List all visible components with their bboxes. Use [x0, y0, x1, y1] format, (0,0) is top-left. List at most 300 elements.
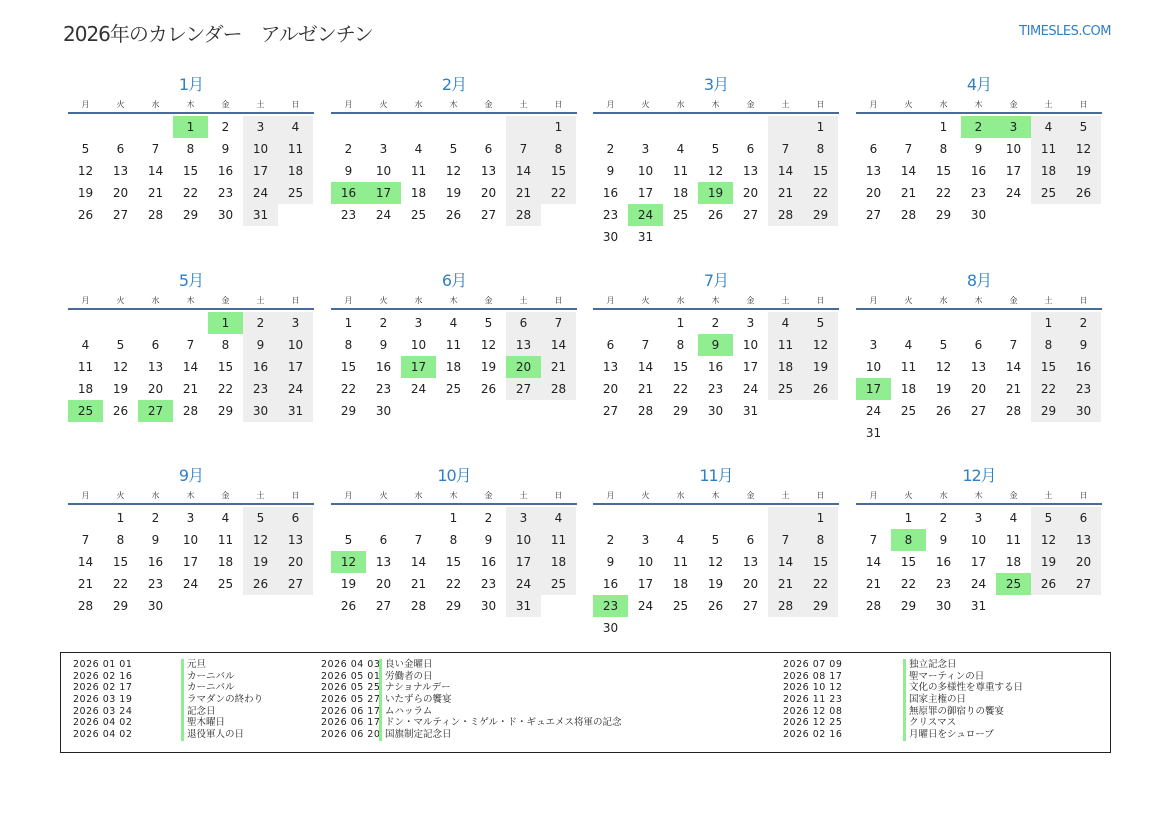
day-cell[interactable]: 31 [865, 426, 882, 440]
day-cell[interactable]: 10 [637, 555, 654, 569]
day-cell[interactable]: 10 [506, 529, 541, 551]
day-cell[interactable]: 21 [900, 186, 917, 200]
day-cell[interactable]: 12 [77, 164, 94, 178]
day-cell[interactable]: 14 [865, 555, 882, 569]
day-cell[interactable]: 28 [1005, 404, 1022, 418]
day-cell[interactable]: 11 [445, 338, 462, 352]
day-cell[interactable]: 21 [541, 356, 576, 378]
day-cell[interactable]: 29 [445, 599, 462, 613]
day-cell[interactable]: 22 [935, 186, 952, 200]
day-cell[interactable]: 25 [672, 599, 689, 613]
day-cell[interactable]: 10 [243, 138, 278, 160]
day-cell[interactable]: 16 [480, 555, 497, 569]
brand-logo-text[interactable]: TIMESLES.COM [1019, 24, 1111, 39]
day-cell[interactable]: 28 [865, 599, 882, 613]
day-cell[interactable]: 26 [707, 599, 724, 613]
day-cell[interactable]: 3 [414, 316, 423, 330]
day-cell[interactable]: 2 [606, 142, 615, 156]
day-cell[interactable]: 4 [676, 142, 685, 156]
day-cell[interactable]: 17 [506, 551, 541, 573]
day-cell[interactable]: 4 [81, 338, 90, 352]
day-cell[interactable]: 31 [278, 400, 313, 422]
day-cell[interactable]: 28 [410, 599, 427, 613]
day-cell[interactable]: 19 [340, 577, 357, 591]
day-cell[interactable]: 30 [217, 208, 234, 222]
day-cell[interactable]: 1 [1031, 312, 1066, 334]
day-cell[interactable]: 7 [81, 533, 90, 547]
day-cell[interactable]: 10 [1005, 142, 1022, 156]
day-cell[interactable]: 3 [379, 142, 388, 156]
day-cell[interactable]: 3 [746, 316, 755, 330]
day-cell[interactable]: 23 [602, 208, 619, 222]
day-cell[interactable]: 13 [112, 164, 129, 178]
day-cell[interactable]: 27 [112, 208, 129, 222]
day-cell[interactable]: 8 [803, 529, 838, 551]
day-cell[interactable]: 6 [278, 507, 313, 529]
day-cell[interactable]: 18 [445, 360, 462, 374]
day-cell[interactable]: 23 [375, 382, 392, 396]
day-cell[interactable]: 9 [379, 338, 388, 352]
day-cell[interactable]: 27 [742, 208, 759, 222]
day-cell[interactable]: 19 [1066, 160, 1101, 182]
day-cell[interactable]: 7 [1009, 338, 1018, 352]
day-cell[interactable]: 26 [1031, 573, 1066, 595]
day-cell[interactable]: 6 [1066, 507, 1101, 529]
day-cell[interactable]: 5 [939, 338, 948, 352]
day-cell[interactable]: 3 [278, 312, 313, 334]
day-cell[interactable]: 12 [112, 360, 129, 374]
day-cell[interactable]: 7 [768, 138, 803, 160]
day-cell[interactable]: 10 [410, 338, 427, 352]
day-cell[interactable]: 13 [1066, 529, 1101, 551]
day-cell[interactable]: 8 [344, 338, 353, 352]
day-cell[interactable]: 15 [900, 555, 917, 569]
day-cell[interactable]: 21 [637, 382, 654, 396]
holiday-day-cell[interactable]: 20 [506, 356, 541, 378]
day-cell[interactable]: 30 [243, 400, 278, 422]
day-cell[interactable]: 1 [344, 316, 353, 330]
day-cell[interactable]: 7 [506, 138, 541, 160]
holiday-day-cell[interactable]: 17 [856, 378, 891, 400]
day-cell[interactable]: 20 [970, 382, 987, 396]
day-cell[interactable]: 18 [410, 186, 427, 200]
day-cell[interactable]: 18 [672, 186, 689, 200]
day-cell[interactable]: 3 [641, 142, 650, 156]
day-cell[interactable]: 7 [768, 529, 803, 551]
day-cell[interactable]: 24 [970, 577, 987, 591]
day-cell[interactable]: 30 [707, 404, 724, 418]
day-cell[interactable]: 12 [243, 529, 278, 551]
day-cell[interactable]: 20 [112, 186, 129, 200]
day-cell[interactable]: 6 [606, 338, 615, 352]
day-cell[interactable]: 15 [803, 160, 838, 182]
day-cell[interactable]: 13 [147, 360, 164, 374]
day-cell[interactable]: 28 [77, 599, 94, 613]
day-cell[interactable]: 29 [803, 595, 838, 617]
day-cell[interactable]: 5 [711, 142, 720, 156]
day-cell[interactable]: 31 [506, 595, 541, 617]
day-cell[interactable]: 9 [606, 555, 615, 569]
day-cell[interactable]: 15 [340, 360, 357, 374]
day-cell[interactable]: 12 [803, 334, 838, 356]
day-cell[interactable]: 24 [375, 208, 392, 222]
day-cell[interactable]: 28 [900, 208, 917, 222]
day-cell[interactable]: 27 [278, 573, 313, 595]
day-cell[interactable]: 15 [803, 551, 838, 573]
day-cell[interactable]: 29 [935, 208, 952, 222]
day-cell[interactable]: 3 [506, 507, 541, 529]
day-cell[interactable]: 23 [707, 382, 724, 396]
day-cell[interactable]: 25 [1031, 182, 1066, 204]
day-cell[interactable]: 9 [221, 142, 230, 156]
day-cell[interactable]: 24 [243, 182, 278, 204]
holiday-day-cell[interactable]: 16 [331, 182, 366, 204]
day-cell[interactable]: 3 [974, 511, 983, 525]
day-cell[interactable]: 29 [900, 599, 917, 613]
day-cell[interactable]: 17 [278, 356, 313, 378]
day-cell[interactable]: 12 [1066, 138, 1101, 160]
day-cell[interactable]: 22 [672, 382, 689, 396]
day-cell[interactable]: 10 [865, 360, 882, 374]
day-cell[interactable]: 11 [768, 334, 803, 356]
day-cell[interactable]: 25 [278, 182, 313, 204]
day-cell[interactable]: 8 [116, 533, 125, 547]
day-cell[interactable]: 6 [746, 533, 755, 547]
day-cell[interactable]: 19 [803, 356, 838, 378]
day-cell[interactable]: 6 [506, 312, 541, 334]
day-cell[interactable]: 9 [939, 533, 948, 547]
day-cell[interactable]: 9 [484, 533, 493, 547]
day-cell[interactable]: 20 [742, 577, 759, 591]
day-cell[interactable]: 30 [1066, 400, 1101, 422]
day-cell[interactable]: 20 [1066, 551, 1101, 573]
day-cell[interactable]: 26 [112, 404, 129, 418]
day-cell[interactable]: 5 [711, 533, 720, 547]
day-cell[interactable]: 1 [676, 316, 685, 330]
day-cell[interactable]: 14 [506, 160, 541, 182]
day-cell[interactable]: 23 [970, 186, 987, 200]
day-cell[interactable]: 4 [414, 142, 423, 156]
day-cell[interactable]: 1 [939, 120, 948, 134]
day-cell[interactable]: 24 [1005, 186, 1022, 200]
day-cell[interactable]: 19 [1031, 551, 1066, 573]
day-cell[interactable]: 7 [904, 142, 913, 156]
day-cell[interactable]: 24 [278, 378, 313, 400]
day-cell[interactable]: 16 [147, 555, 164, 569]
holiday-day-cell[interactable]: 1 [208, 312, 243, 334]
day-cell[interactable]: 5 [81, 142, 90, 156]
day-cell[interactable]: 10 [182, 533, 199, 547]
day-cell[interactable]: 23 [480, 577, 497, 591]
day-cell[interactable]: 12 [707, 164, 724, 178]
day-cell[interactable]: 18 [77, 382, 94, 396]
day-cell[interactable]: 2 [606, 533, 615, 547]
day-cell[interactable]: 9 [344, 164, 353, 178]
day-cell[interactable]: 4 [768, 312, 803, 334]
day-cell[interactable]: 10 [742, 338, 759, 352]
day-cell[interactable]: 7 [541, 312, 576, 334]
day-cell[interactable]: 23 [340, 208, 357, 222]
day-cell[interactable]: 26 [935, 404, 952, 418]
day-cell[interactable]: 22 [803, 182, 838, 204]
day-cell[interactable]: 13 [742, 555, 759, 569]
day-cell[interactable]: 11 [217, 533, 234, 547]
day-cell[interactable]: 24 [637, 599, 654, 613]
day-cell[interactable]: 2 [1066, 312, 1101, 334]
day-cell[interactable]: 3 [641, 533, 650, 547]
day-cell[interactable]: 4 [221, 511, 230, 525]
day-cell[interactable]: 27 [742, 599, 759, 613]
day-cell[interactable]: 21 [768, 182, 803, 204]
day-cell[interactable]: 20 [147, 382, 164, 396]
day-cell[interactable]: 5 [449, 142, 458, 156]
day-cell[interactable]: 29 [672, 404, 689, 418]
day-cell[interactable]: 9 [151, 533, 160, 547]
day-cell[interactable]: 11 [1005, 533, 1022, 547]
day-cell[interactable]: 28 [541, 378, 576, 400]
day-cell[interactable]: 7 [641, 338, 650, 352]
day-cell[interactable]: 29 [182, 208, 199, 222]
holiday-day-cell[interactable]: 1 [173, 116, 208, 138]
day-cell[interactable]: 7 [186, 338, 195, 352]
day-cell[interactable]: 26 [340, 599, 357, 613]
day-cell[interactable]: 27 [602, 404, 619, 418]
day-cell[interactable]: 22 [217, 382, 234, 396]
day-cell[interactable]: 13 [970, 360, 987, 374]
day-cell[interactable]: 27 [865, 208, 882, 222]
day-cell[interactable]: 31 [243, 204, 278, 226]
day-cell[interactable]: 22 [112, 577, 129, 591]
day-cell[interactable]: 6 [151, 338, 160, 352]
day-cell[interactable]: 5 [803, 312, 838, 334]
day-cell[interactable]: 21 [1005, 382, 1022, 396]
day-cell[interactable]: 19 [77, 186, 94, 200]
day-cell[interactable]: 30 [480, 599, 497, 613]
day-cell[interactable]: 8 [449, 533, 458, 547]
day-cell[interactable]: 4 [904, 338, 913, 352]
day-cell[interactable]: 4 [278, 116, 313, 138]
day-cell[interactable]: 15 [445, 555, 462, 569]
day-cell[interactable]: 25 [217, 577, 234, 591]
day-cell[interactable]: 25 [672, 208, 689, 222]
day-cell[interactable]: 15 [541, 160, 576, 182]
day-cell[interactable]: 4 [1009, 511, 1018, 525]
day-cell[interactable]: 16 [970, 164, 987, 178]
day-cell[interactable]: 29 [112, 599, 129, 613]
day-cell[interactable]: 14 [77, 555, 94, 569]
day-cell[interactable]: 24 [506, 573, 541, 595]
holiday-day-cell[interactable]: 24 [628, 204, 663, 226]
day-cell[interactable]: 13 [278, 529, 313, 551]
day-cell[interactable]: 28 [768, 595, 803, 617]
day-cell[interactable]: 4 [1031, 116, 1066, 138]
day-cell[interactable]: 7 [869, 533, 878, 547]
day-cell[interactable]: 31 [637, 230, 654, 244]
day-cell[interactable]: 17 [970, 555, 987, 569]
day-cell[interactable]: 21 [865, 577, 882, 591]
day-cell[interactable]: 30 [602, 230, 619, 244]
day-cell[interactable]: 2 [711, 316, 720, 330]
day-cell[interactable]: 17 [182, 555, 199, 569]
day-cell[interactable]: 17 [243, 160, 278, 182]
day-cell[interactable]: 23 [147, 577, 164, 591]
day-cell[interactable]: 9 [243, 334, 278, 356]
day-cell[interactable]: 11 [541, 529, 576, 551]
holiday-day-cell[interactable]: 25 [996, 573, 1031, 595]
day-cell[interactable]: 28 [637, 404, 654, 418]
day-cell[interactable]: 2 [344, 142, 353, 156]
day-cell[interactable]: 22 [182, 186, 199, 200]
day-cell[interactable]: 23 [935, 577, 952, 591]
day-cell[interactable]: 2 [221, 120, 230, 134]
day-cell[interactable]: 17 [742, 360, 759, 374]
day-cell[interactable]: 19 [707, 577, 724, 591]
day-cell[interactable]: 19 [112, 382, 129, 396]
day-cell[interactable]: 29 [1031, 400, 1066, 422]
day-cell[interactable]: 2 [151, 511, 160, 525]
day-cell[interactable]: 12 [707, 555, 724, 569]
day-cell[interactable]: 3 [186, 511, 195, 525]
day-cell[interactable]: 15 [672, 360, 689, 374]
day-cell[interactable]: 21 [506, 182, 541, 204]
day-cell[interactable]: 2 [243, 312, 278, 334]
holiday-day-cell[interactable]: 8 [891, 529, 926, 551]
day-cell[interactable]: 11 [410, 164, 427, 178]
day-cell[interactable]: 18 [217, 555, 234, 569]
day-cell[interactable]: 11 [77, 360, 94, 374]
day-cell[interactable]: 4 [449, 316, 458, 330]
day-cell[interactable]: 27 [375, 599, 392, 613]
day-cell[interactable]: 13 [480, 164, 497, 178]
day-cell[interactable]: 9 [606, 164, 615, 178]
day-cell[interactable]: 17 [1005, 164, 1022, 178]
day-cell[interactable]: 15 [182, 164, 199, 178]
day-cell[interactable]: 25 [541, 573, 576, 595]
day-cell[interactable]: 29 [803, 204, 838, 226]
day-cell[interactable]: 8 [803, 138, 838, 160]
day-cell[interactable]: 5 [344, 533, 353, 547]
day-cell[interactable]: 31 [742, 404, 759, 418]
day-cell[interactable]: 16 [602, 186, 619, 200]
day-cell[interactable]: 3 [869, 338, 878, 352]
day-cell[interactable]: 19 [243, 551, 278, 573]
day-cell[interactable]: 28 [147, 208, 164, 222]
day-cell[interactable]: 18 [768, 356, 803, 378]
day-cell[interactable]: 24 [182, 577, 199, 591]
day-cell[interactable]: 22 [340, 382, 357, 396]
day-cell[interactable]: 15 [935, 164, 952, 178]
day-cell[interactable]: 8 [939, 142, 948, 156]
day-cell[interactable]: 22 [445, 577, 462, 591]
day-cell[interactable]: 12 [445, 164, 462, 178]
day-cell[interactable]: 20 [375, 577, 392, 591]
day-cell[interactable]: 26 [803, 378, 838, 400]
day-cell[interactable]: 26 [445, 208, 462, 222]
day-cell[interactable]: 16 [935, 555, 952, 569]
holiday-day-cell[interactable]: 9 [698, 334, 733, 356]
day-cell[interactable]: 20 [865, 186, 882, 200]
day-cell[interactable]: 25 [768, 378, 803, 400]
holiday-day-cell[interactable]: 25 [68, 400, 103, 422]
day-cell[interactable]: 20 [742, 186, 759, 200]
day-cell[interactable]: 14 [182, 360, 199, 374]
day-cell[interactable]: 6 [484, 142, 493, 156]
day-cell[interactable]: 5 [243, 507, 278, 529]
day-cell[interactable]: 29 [340, 404, 357, 418]
day-cell[interactable]: 12 [1031, 529, 1066, 551]
day-cell[interactable]: 18 [278, 160, 313, 182]
day-cell[interactable]: 14 [147, 164, 164, 178]
day-cell[interactable]: 21 [410, 577, 427, 591]
day-cell[interactable]: 6 [869, 142, 878, 156]
day-cell[interactable]: 5 [1066, 116, 1101, 138]
day-cell[interactable]: 8 [541, 138, 576, 160]
holiday-day-cell[interactable]: 12 [331, 551, 366, 573]
holiday-day-cell[interactable]: 17 [401, 356, 436, 378]
day-cell[interactable]: 11 [278, 138, 313, 160]
day-cell[interactable]: 20 [480, 186, 497, 200]
day-cell[interactable]: 16 [707, 360, 724, 374]
day-cell[interactable]: 1 [449, 511, 458, 525]
day-cell[interactable]: 22 [1031, 378, 1066, 400]
day-cell[interactable]: 26 [480, 382, 497, 396]
day-cell[interactable]: 5 [484, 316, 493, 330]
day-cell[interactable]: 6 [974, 338, 983, 352]
day-cell[interactable]: 24 [865, 404, 882, 418]
day-cell[interactable]: 1 [803, 507, 838, 529]
day-cell[interactable]: 22 [541, 182, 576, 204]
day-cell[interactable]: 4 [541, 507, 576, 529]
day-cell[interactable]: 11 [900, 360, 917, 374]
day-cell[interactable]: 10 [637, 164, 654, 178]
day-cell[interactable]: 11 [1031, 138, 1066, 160]
day-cell[interactable]: 8 [186, 142, 195, 156]
holiday-day-cell[interactable]: 19 [698, 182, 733, 204]
day-cell[interactable]: 27 [480, 208, 497, 222]
day-cell[interactable]: 26 [707, 208, 724, 222]
day-cell[interactable]: 28 [768, 204, 803, 226]
day-cell[interactable]: 10 [375, 164, 392, 178]
day-cell[interactable]: 21 [147, 186, 164, 200]
day-cell[interactable]: 18 [1005, 555, 1022, 569]
day-cell[interactable]: 15 [1031, 356, 1066, 378]
day-cell[interactable]: 6 [746, 142, 755, 156]
day-cell[interactable]: 20 [278, 551, 313, 573]
day-cell[interactable]: 21 [182, 382, 199, 396]
day-cell[interactable]: 29 [217, 404, 234, 418]
holiday-day-cell[interactable]: 23 [593, 595, 628, 617]
day-cell[interactable]: 3 [243, 116, 278, 138]
day-cell[interactable]: 8 [1031, 334, 1066, 356]
day-cell[interactable]: 1 [541, 116, 576, 138]
day-cell[interactable]: 2 [484, 511, 493, 525]
day-cell[interactable]: 27 [506, 378, 541, 400]
day-cell[interactable]: 18 [900, 382, 917, 396]
day-cell[interactable]: 27 [970, 404, 987, 418]
day-cell[interactable]: 31 [970, 599, 987, 613]
holiday-day-cell[interactable]: 27 [138, 400, 173, 422]
day-cell[interactable]: 21 [768, 573, 803, 595]
day-cell[interactable]: 4 [676, 533, 685, 547]
day-cell[interactable]: 5 [116, 338, 125, 352]
day-cell[interactable]: 16 [375, 360, 392, 374]
day-cell[interactable]: 30 [935, 599, 952, 613]
day-cell[interactable]: 13 [865, 164, 882, 178]
day-cell[interactable]: 14 [768, 551, 803, 573]
day-cell[interactable]: 1 [904, 511, 913, 525]
day-cell[interactable]: 14 [637, 360, 654, 374]
day-cell[interactable]: 10 [970, 533, 987, 547]
